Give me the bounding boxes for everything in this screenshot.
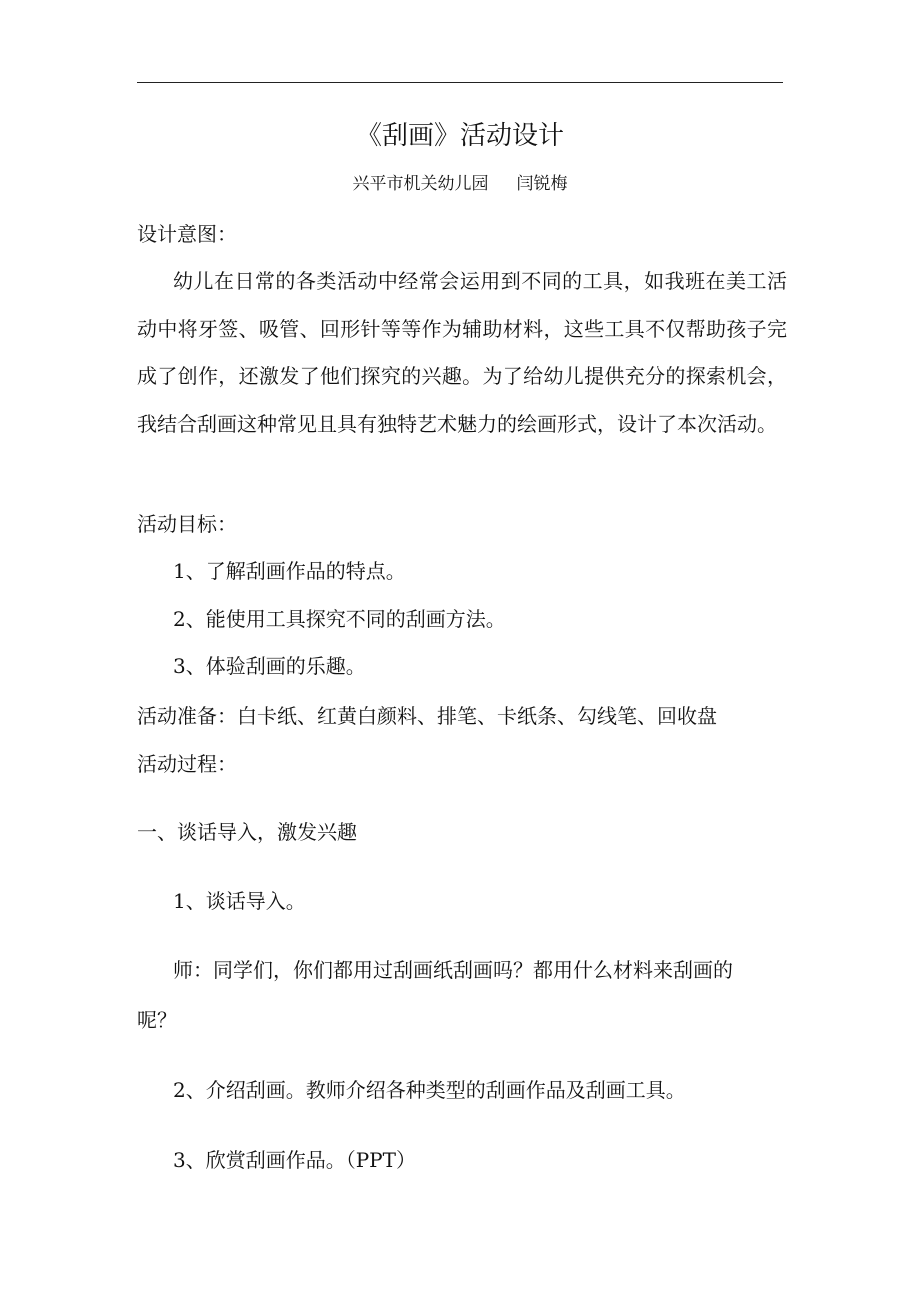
header-rule	[137, 82, 783, 83]
process-heading: 活动过程：	[137, 752, 237, 776]
dialogue-line-continued: 呢？	[137, 1008, 177, 1032]
section-heading: 一、谈话导入，激发兴趣	[137, 820, 357, 844]
preparation-line: 活动准备：白卡纸、红黄白颜料、排笔、卡纸条、勾线笔、回收盘	[137, 704, 717, 728]
step-item: 2、介绍刮画。教师介绍各种类型的刮画作品及刮画工具。	[173, 1078, 686, 1102]
intent-paragraph: 幼儿在日常的各类活动中经常会运用到不同的工具，如我班在美工活动中将牙签、吸管、回形针等等作为辅助材料，这些工具不仅帮助孩子完成了创作，还激发了他们探究的兴趣。为了给幼儿提供充分的探索机会，我结合刮画这种常见且具有独特艺术魅力的绘画形式，设计了本次活动。	[137, 269, 787, 436]
intent-heading: 设计意图：	[137, 222, 237, 246]
goal-item: 2、能使用工具探究不同的刮画方法。	[173, 607, 506, 631]
goal-item: 3、体验刮画的乐趣。	[173, 654, 366, 678]
byline	[0, 172, 920, 196]
author-name: 闫锐梅	[516, 174, 568, 194]
step-item: 3、欣赏刮画作品。（PPT）	[173, 1148, 416, 1172]
dialogue-line: 师：同学们，你们都用过刮画纸刮画吗？都用什么材料来刮画的	[173, 958, 733, 982]
goals-heading: 活动目标：	[137, 512, 237, 536]
step-item: 1、谈话导入。	[173, 889, 306, 913]
goal-item: 1、了解刮画作品的特点。	[173, 559, 406, 583]
author-organization: 兴平市机关幼儿园	[352, 174, 489, 194]
document-title: 《刮画》活动设计	[355, 121, 564, 151]
